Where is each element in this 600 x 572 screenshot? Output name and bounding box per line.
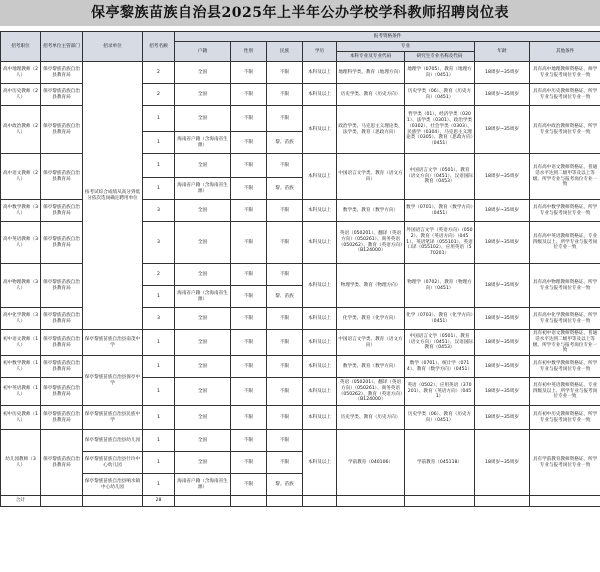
cell-education: 本科及以上 <box>303 106 337 154</box>
cell-undergrad: 学前教育（040106） <box>337 430 405 496</box>
cell-dept: 保亭黎族苗族自治县教育局 <box>41 106 83 154</box>
cell-quota: 1 <box>143 406 175 430</box>
cell-gender: 不限 <box>231 356 267 378</box>
cell-ethnicity: 黎、苗族 <box>267 178 303 200</box>
cell-quota: 2 <box>143 84 175 106</box>
cell-grad: 中国语言文学（0501）、教育（语文方向）（0451）、汉语国际教育（0453） <box>405 154 475 200</box>
cell-age: 18周岁~35周岁 <box>475 264 530 308</box>
cell-education: 本科及以上 <box>303 62 337 84</box>
cell-undergrad: 政治学类、马克思主义理论类、法学类、教育（思政方向） <box>337 106 405 154</box>
cell-quota: 3 <box>143 200 175 222</box>
cell-undergrad: 地理科学类、教育（地理方向） <box>337 62 405 84</box>
cell-age: 18周岁~35周岁 <box>475 330 530 356</box>
cell-hukou: 海南省户籍（含海南省生源） <box>175 132 231 154</box>
cell-ethnicity: 黎、苗族 <box>267 132 303 154</box>
cell-other: 具有高中历史教师资格证、所学专业与报考岗位专业一致 <box>530 84 600 106</box>
cell-dept: 保亭黎族苗族自治县教育局 <box>41 200 83 222</box>
cell-dept: 保亭黎族苗族自治县教育局 <box>41 356 83 378</box>
cell-age: 18周岁~35周岁 <box>475 430 530 496</box>
total-empty <box>303 496 337 507</box>
cell-hukou: 全国 <box>175 308 231 330</box>
cell-quota: 3 <box>143 308 175 330</box>
cell-gender: 不限 <box>231 452 267 474</box>
cell-hukou: 全国 <box>175 330 231 356</box>
header-quota: 招考名额 <box>143 32 175 62</box>
cell-gender: 不限 <box>231 62 267 84</box>
cell-ethnicity: 不限 <box>267 264 303 286</box>
cell-grad: 数学（0701）、教育（数学方向）（0451） <box>405 200 475 222</box>
cell-unit: 保亭黎族苗族自治县什玲中心幼儿园 <box>83 452 143 474</box>
cell-quota: 1 <box>143 474 175 496</box>
cell-ethnicity: 不限 <box>267 406 303 430</box>
cell-gender: 不限 <box>231 264 267 286</box>
cell-other: 具有高中英语教师资格证、专业四级及以上、所学专业与报考岗位专业一致 <box>530 222 600 264</box>
cell-education: 本科及以上 <box>303 84 337 106</box>
cell-dept: 保亭黎族苗族自治县教育局 <box>41 154 83 200</box>
cell-hukou: 全国 <box>175 200 231 222</box>
cell-undergrad: 数学类、教育（数学方向） <box>337 356 405 378</box>
cell-ethnicity: 不限 <box>267 308 303 330</box>
cell-undergrad: 英语（050201）、翻译（英语方向）（050261）、商务英语（050262）、教育（英语方向）（B124000） <box>337 378 405 406</box>
cell-gender: 不限 <box>231 406 267 430</box>
cell-age: 18周岁~35周岁 <box>475 200 530 222</box>
cell-quota: 1 <box>143 330 175 356</box>
cell-position: 初中英语教师（1人） <box>1 378 41 406</box>
page-title: 保亭黎族苗族自治县2025年上半年公办学校学科教师招聘岗位表 <box>0 0 600 26</box>
cell-education: 本科及以上 <box>303 200 337 222</box>
cell-grad: 外国语言文学（英语方向）（0502）、教育（英语方向）（0451）、英语笔译（055101）、英语口译（055102）、应用英语（570201） <box>405 222 475 264</box>
cell-position: 高中政治教师（2人） <box>1 106 41 154</box>
cell-grad: 物理学（0702）、教育（物理方向）（0451） <box>405 264 475 308</box>
table-row <box>1 406 600 430</box>
cell-undergrad: 英语（050201）、翻译（英语方向）（050261）、商务英语（050262）、教育（英语方向）（B124000） <box>337 222 405 264</box>
cell-ethnicity: 不限 <box>267 452 303 474</box>
cell-education: 本科及以上 <box>303 330 337 356</box>
cell-hukou: 全国 <box>175 264 231 286</box>
cell-hukou: 全国 <box>175 62 231 84</box>
cell-dept: 保亭黎族苗族自治县教育局 <box>41 378 83 406</box>
cell-hukou: 海南省户籍（含海南省生源） <box>175 474 231 496</box>
cell-quota: 2 <box>143 264 175 286</box>
cell-quota: 1 <box>143 286 175 308</box>
cell-hukou: 全国 <box>175 222 231 264</box>
cell-quota: 1 <box>143 106 175 132</box>
cell-position: 高中物理教师（3人） <box>1 264 41 308</box>
total-row <box>1 496 600 507</box>
cell-gender: 不限 <box>231 222 267 264</box>
cell-gender: 不限 <box>231 308 267 330</box>
cell-ethnicity: 黎、苗族 <box>267 286 303 308</box>
cell-ethnicity: 不限 <box>267 154 303 178</box>
cell-education: 本科及以上 <box>303 154 337 200</box>
cell-unit: 保亭黎族苗族自治县南茂中学 <box>83 330 143 356</box>
total-empty <box>475 496 530 507</box>
cell-dept: 保亭黎族苗族自治县教育局 <box>41 84 83 106</box>
total-empty <box>405 496 475 507</box>
cell-grad: 英语（0502）、应用英语（370201）、教育（英语方向）（0451） <box>405 378 475 406</box>
cell-position: 高中地理教师（2人） <box>1 62 41 84</box>
cell-ethnicity: 黎、苗族 <box>267 474 303 496</box>
cell-gender: 不限 <box>231 154 267 178</box>
cell-hukou: 全国 <box>175 154 231 178</box>
cell-position: 高中数学教师（3人） <box>1 200 41 222</box>
cell-undergrad: 中国语言文学类、教育（语文方向） <box>337 154 405 200</box>
cell-unit: 保亭黎族苗族自治县幼儿园 <box>83 430 143 452</box>
cell-dept: 保亭黎族苗族自治县教育局 <box>41 406 83 430</box>
header-other: 其他条件 <box>530 42 600 62</box>
cell-education: 本科及以上 <box>303 222 337 264</box>
cell-dept: 保亭黎族苗族自治县教育局 <box>41 264 83 308</box>
cell-other: 具有初中历史教师资格证、所学专业与报考岗位专业一致 <box>530 406 600 430</box>
cell-ethnicity: 不限 <box>267 106 303 132</box>
header-major: 专业 <box>337 42 475 52</box>
total-empty <box>231 496 267 507</box>
cell-undergrad: 历史学类、教育（历史方向） <box>337 84 405 106</box>
cell-quota: 1 <box>143 452 175 474</box>
cell-hukou: 全国 <box>175 356 231 378</box>
cell-age: 18周岁~35周岁 <box>475 84 530 106</box>
cell-age: 18周岁~35周岁 <box>475 378 530 406</box>
table-row <box>1 62 600 84</box>
cell-education: 本科及以上 <box>303 430 337 496</box>
cell-grad: 历史学类（06）、教育（历史方向）（0451） <box>405 406 475 430</box>
cell-gender: 不限 <box>231 474 267 496</box>
cell-quota: 1 <box>143 154 175 178</box>
cell-ethnicity: 不限 <box>267 430 303 452</box>
cell-position: 高中化学教师（3人） <box>1 308 41 330</box>
cell-gender: 不限 <box>231 84 267 106</box>
cell-education: 本科及以上 <box>303 378 337 406</box>
cell-other: 具有初中语文教师资格证、普通话水平达到二级甲等及以上等级、所学专业与报考岗位专业一致 <box>530 330 600 356</box>
header-hukou: 户籍 <box>175 42 231 62</box>
cell-hukou: 全国 <box>175 406 231 430</box>
recruitment-table <box>0 31 600 507</box>
header-dept: 招考单位主管部门 <box>41 32 83 62</box>
cell-quota: 1 <box>143 132 175 154</box>
cell-ethnicity: 不限 <box>267 62 303 84</box>
cell-other: 具有高中数学教师资格证、所学专业与报考岗位专业一致 <box>530 200 600 222</box>
header-education: 学历 <box>303 42 337 62</box>
cell-grad: 学前教育（045118） <box>405 430 475 496</box>
cell-undergrad: 化学类、教育（化学方向） <box>337 308 405 330</box>
cell-position: 幼儿园教师（3人） <box>1 430 41 496</box>
total-empty <box>83 496 143 507</box>
header-unit: 招录单位 <box>83 32 143 62</box>
header-ethnicity: 民族 <box>267 42 303 62</box>
table-row <box>1 356 600 378</box>
cell-hukou: 全国 <box>175 378 231 406</box>
cell-unit: 保亭黎族苗族自治县保亭中学 <box>83 356 143 406</box>
cell-education: 本科及以上 <box>303 406 337 430</box>
cell-gender: 不限 <box>231 378 267 406</box>
cell-quota: 1 <box>143 430 175 452</box>
total-empty <box>337 496 405 507</box>
cell-position: 初中历史教师（1人） <box>1 406 41 430</box>
cell-hukou: 全国 <box>175 452 231 474</box>
cell-ethnicity: 不限 <box>267 200 303 222</box>
cell-gender: 不限 <box>231 106 267 132</box>
header-grad: 研究生专业名称及代码 <box>405 52 475 62</box>
total-empty <box>175 496 231 507</box>
total-quota: 28 <box>143 496 175 507</box>
header-gender: 性别 <box>231 42 267 62</box>
cell-quota: 2 <box>143 62 175 84</box>
cell-age: 18周岁~35周岁 <box>475 154 530 200</box>
cell-grad: 化学（0703）、教育（化学方向）（0451） <box>405 308 475 330</box>
cell-age: 18周岁~35周岁 <box>475 406 530 430</box>
total-empty <box>530 496 600 507</box>
header-age: 年龄 <box>475 42 530 62</box>
cell-gender: 不限 <box>231 178 267 200</box>
cell-position: 高中语文教师（2人） <box>1 154 41 200</box>
total-label: 合计 <box>1 496 41 507</box>
cell-gender: 不限 <box>231 132 267 154</box>
cell-grad: 哲学类（01）、经济学类（0201）、法学类（0301）、政治学类（0302）、社会学类（0303）、民族学（0304）、马克思主义理论类（0305）、教育（思政方向）（0451） <box>405 106 475 154</box>
cell-dept: 保亭黎族苗族自治县教育局 <box>41 308 83 330</box>
cell-age: 18周岁~35周岁 <box>475 222 530 264</box>
cell-age: 18周岁~35周岁 <box>475 356 530 378</box>
cell-age: 18周岁~35周岁 <box>475 106 530 154</box>
cell-grad: 历史学类（06）、教育（历史方向）（0451） <box>405 84 475 106</box>
cell-ethnicity: 不限 <box>267 356 303 378</box>
cell-quota: 1 <box>143 178 175 200</box>
cell-age: 18周岁~35周岁 <box>475 62 530 84</box>
header-position: 招考职位 <box>1 32 41 62</box>
cell-grad: 数学（0701）、统计学（0714）、教育（数学方向）（0451） <box>405 356 475 378</box>
cell-undergrad: 物理学类、教育（物理方向） <box>337 264 405 308</box>
cell-other: 具有高中地理教师资格证、师学专业与报考岗位专业一致 <box>530 62 600 84</box>
cell-position: 高中英语教师（3人） <box>1 222 41 264</box>
total-empty <box>41 496 83 507</box>
cell-gender: 不限 <box>231 200 267 222</box>
cell-unit: 保亭黎族苗族自治县民族中学 <box>83 406 143 430</box>
cell-quota: 3 <box>143 222 175 264</box>
table-row <box>1 430 600 452</box>
cell-other: 具有学前教育教师资格证、所学专业与报考岗位专业一致 <box>530 430 600 496</box>
cell-undergrad: 中国语言文学类、教育（语文方向） <box>337 330 405 356</box>
cell-undergrad: 历史学类、教育（历史方向） <box>337 406 405 430</box>
cell-grad: 中国语言文学（0501）、教育（语文方向）（0451）、汉语国际教育（0453） <box>405 330 475 356</box>
cell-dept: 保亭黎族苗族自治县教育局 <box>41 222 83 264</box>
cell-education: 本科及以上 <box>303 264 337 308</box>
cell-gender: 不限 <box>231 330 267 356</box>
cell-other: 具有初中英语教师资格证、专业四级及以上、所学专业与报考岗位专业一致 <box>530 378 600 406</box>
cell-ethnicity: 不限 <box>267 222 303 264</box>
cell-other: 具有初中数学教师资格证、所学专业与报考岗位专业一致 <box>530 356 600 378</box>
cell-ethnicity: 不限 <box>267 378 303 406</box>
cell-ethnicity: 不限 <box>267 84 303 106</box>
cell-hukou: 全国 <box>175 106 231 132</box>
cell-gender: 不限 <box>231 430 267 452</box>
cell-unit: 按考试综合成绩从高分到低分依次选岗确定聘用单位 <box>83 62 143 330</box>
total-empty <box>267 496 303 507</box>
cell-other: 具有高中语文教师资格证、普通话水平达到二级甲等及以上等级、所学专业与报考岗位专业一致 <box>530 154 600 200</box>
cell-position: 初中数学教师（1人） <box>1 356 41 378</box>
cell-quota: 1 <box>143 378 175 406</box>
cell-hukou: 全国 <box>175 430 231 452</box>
cell-age: 18周岁~35周岁 <box>475 308 530 330</box>
cell-dept: 保亭黎族苗族自治县教育局 <box>41 62 83 84</box>
cell-dept: 保亭黎族苗族自治县教育局 <box>41 330 83 356</box>
cell-hukou: 海南省户籍（含海南省生源） <box>175 178 231 200</box>
cell-position: 初中语文教师（1人） <box>1 330 41 356</box>
cell-dept: 保亭黎族苗族自治县教育局 <box>41 430 83 496</box>
cell-undergrad: 数学类、教育（数学方向） <box>337 200 405 222</box>
cell-gender: 不限 <box>231 286 267 308</box>
cell-education: 本科及以上 <box>303 308 337 330</box>
cell-position: 高中历史教师（2人） <box>1 84 41 106</box>
header-undergrad: 本科专业及专业代码 <box>337 52 405 62</box>
cell-education: 本科及以上 <box>303 356 337 378</box>
cell-quota: 1 <box>143 356 175 378</box>
cell-unit: 保亭黎族苗族自治县响水镇中心幼儿园 <box>83 474 143 496</box>
cell-hukou: 全国 <box>175 84 231 106</box>
cell-grad: 地理学（0705）、教育（地理方向）（0451） <box>405 62 475 84</box>
cell-other: 具有高中化学教师资格证、所学专业与报考岗位专业一致 <box>530 308 600 330</box>
cell-hukou: 海南省户籍（含海南省生源） <box>175 286 231 308</box>
header-conditions: 报考资格条件 <box>175 32 600 42</box>
table-row <box>1 330 600 356</box>
cell-other: 具有高中物理教师资格证、所学专业与报考岗位专业一致 <box>530 264 600 308</box>
cell-other: 具有高中政治教师资格证、所学专业与报考岗位专业一致 <box>530 106 600 154</box>
cell-ethnicity: 不限 <box>267 330 303 356</box>
